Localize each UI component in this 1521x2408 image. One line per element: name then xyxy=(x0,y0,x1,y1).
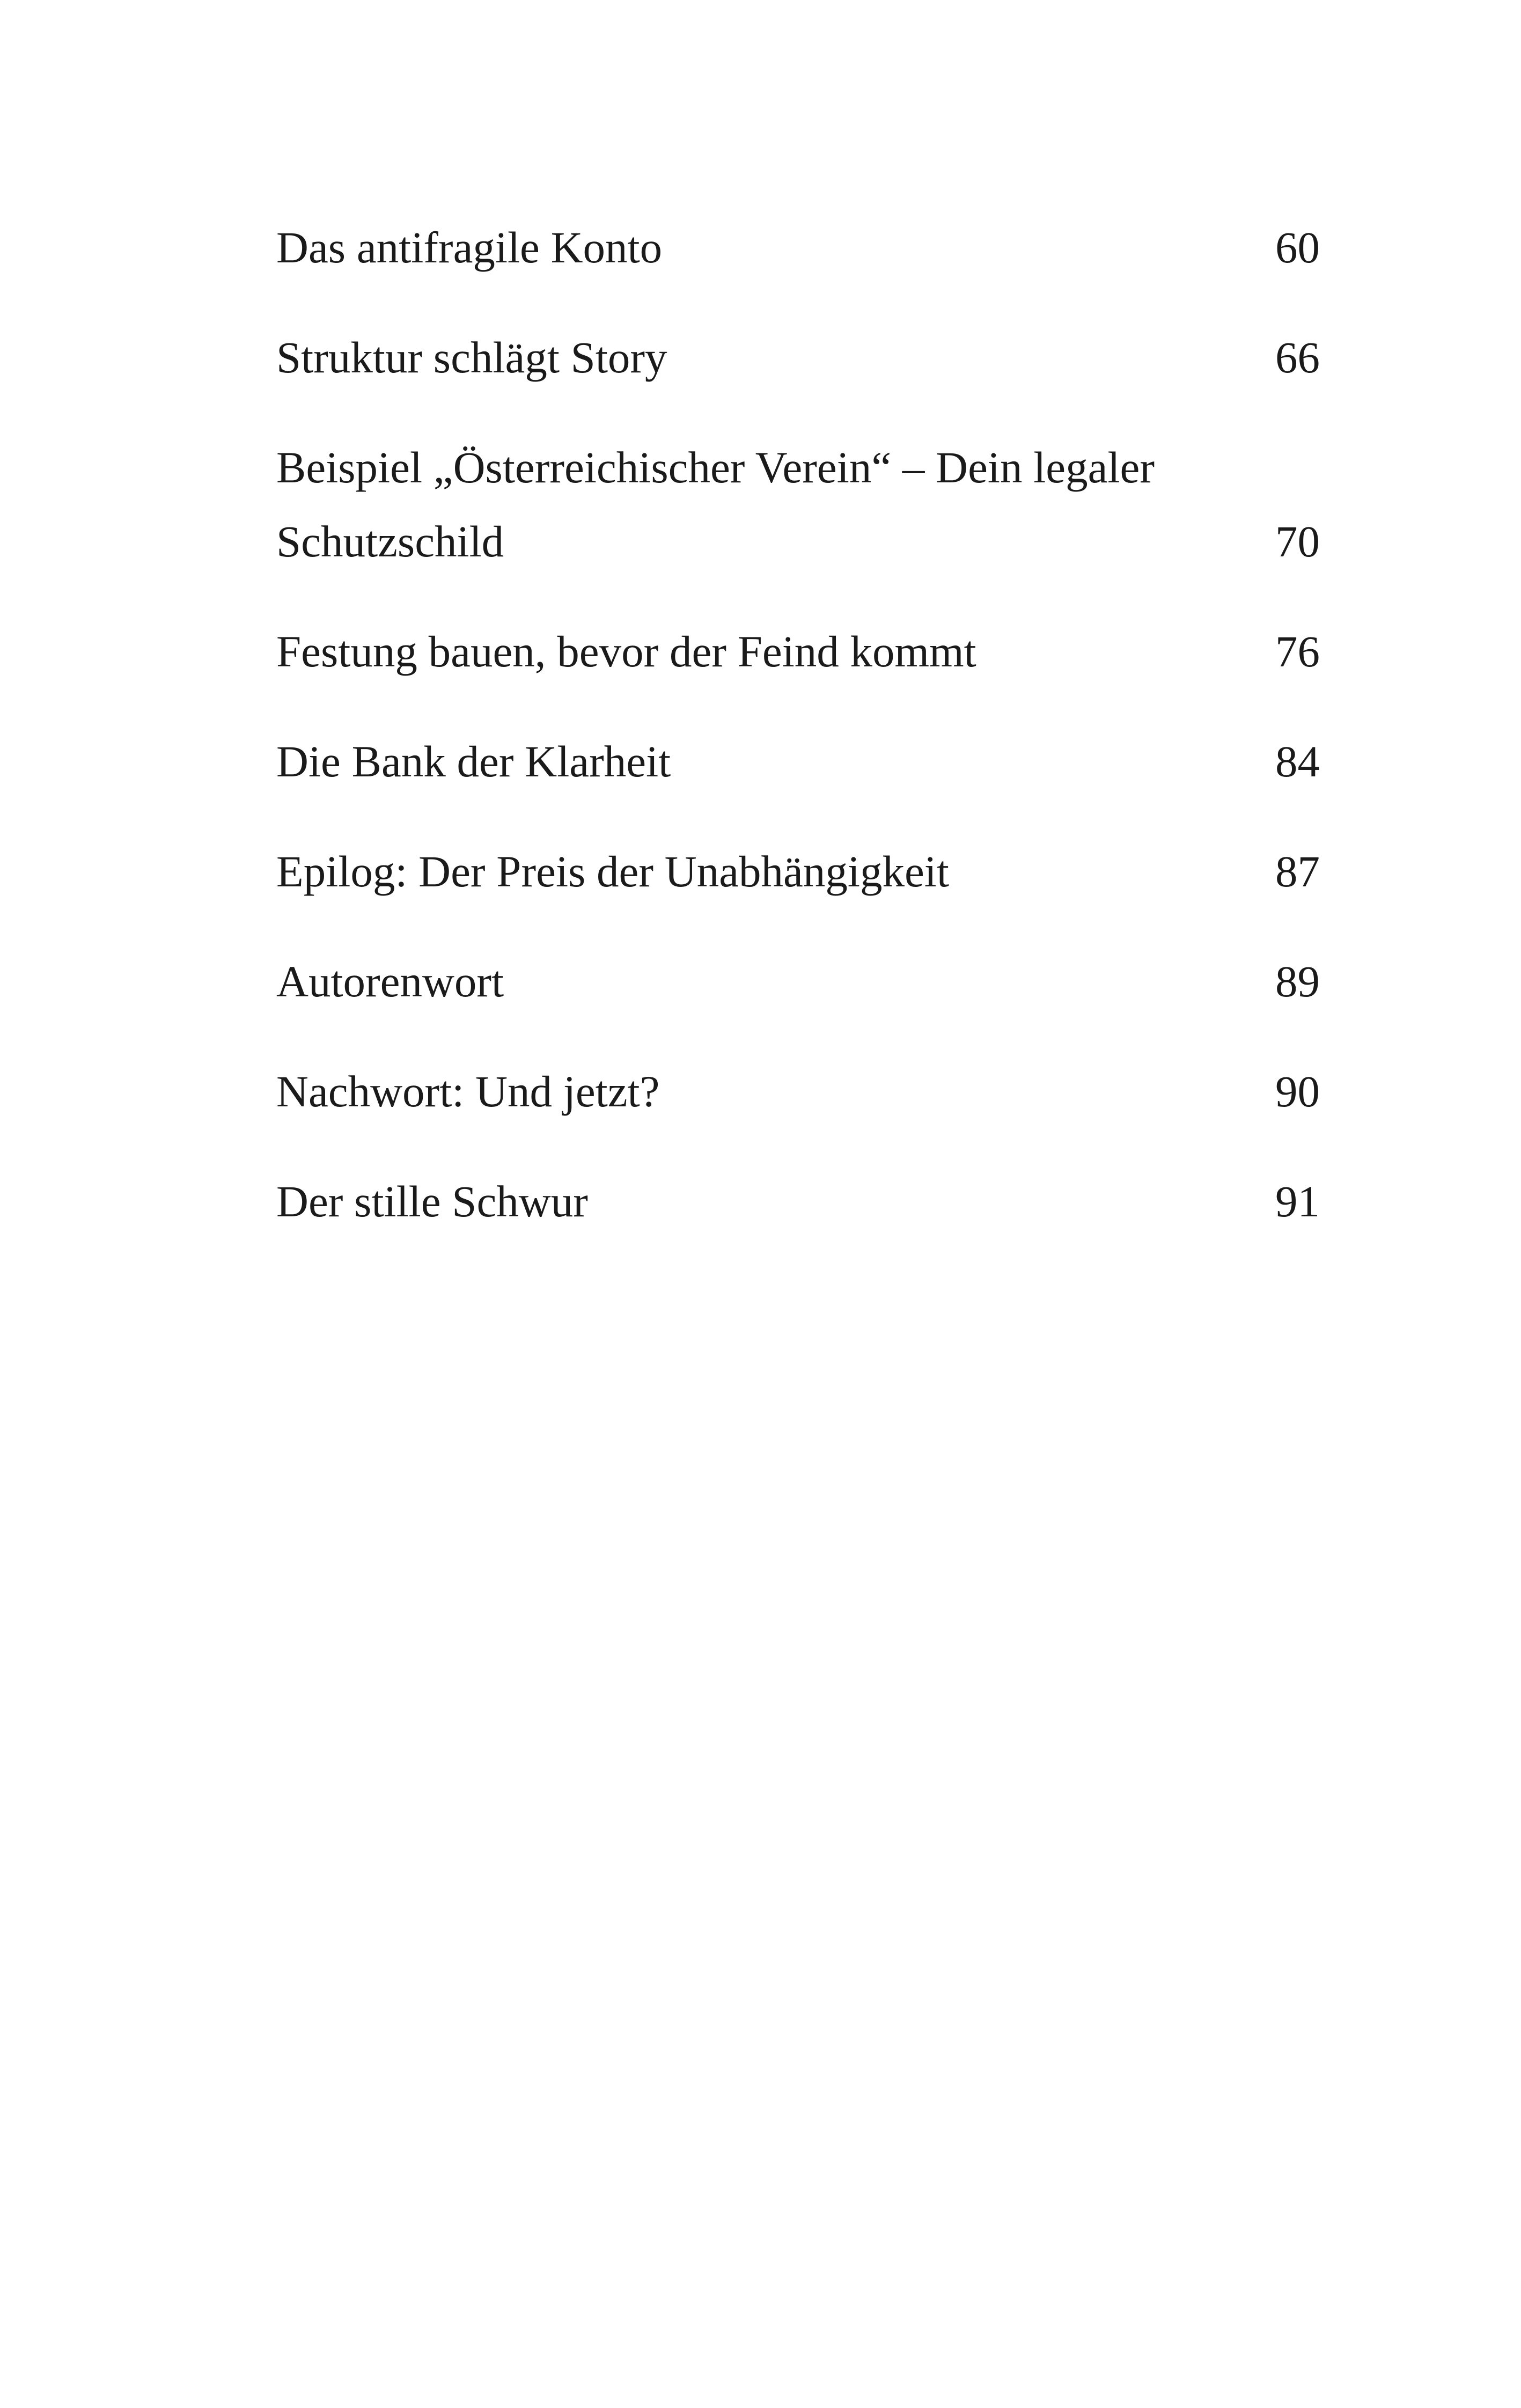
toc-entry xyxy=(276,834,1320,908)
toc-entry xyxy=(276,724,1320,798)
toc-entry-title: Struktur schlägt Story xyxy=(276,333,667,382)
toc-entry xyxy=(276,1164,1320,1238)
toc-entry xyxy=(276,1054,1320,1128)
table-of-contents xyxy=(276,210,1320,1274)
toc-entry-title: Das antifragile Konto xyxy=(276,223,663,272)
toc-entry-title: Die Bank der Klarheit xyxy=(276,737,671,786)
toc-entry-page: 76 xyxy=(1275,627,1320,676)
toc-entry-title: Beispiel „Österreichischer Verein“ – Dein legaler Schutzschild xyxy=(276,443,1155,566)
toc-entry-page: 89 xyxy=(1275,957,1320,1006)
toc-entry-page: 84 xyxy=(1275,737,1320,786)
toc-entry xyxy=(276,430,1320,578)
toc-entry-page: 60 xyxy=(1275,223,1320,272)
toc-entry-title: Festung bauen, bevor der Feind kommt xyxy=(276,627,976,676)
toc-entry-title: Nachwort: Und jetzt? xyxy=(276,1067,660,1116)
toc-entry xyxy=(276,944,1320,1018)
toc-entry-page: 87 xyxy=(1275,847,1320,896)
toc-entry-page: 91 xyxy=(1275,1177,1320,1226)
toc-entry xyxy=(276,614,1320,688)
toc-entry xyxy=(276,210,1320,284)
toc-entry-title: Der stille Schwur xyxy=(276,1177,588,1226)
toc-entry xyxy=(276,320,1320,394)
toc-entry-page: 90 xyxy=(1275,1067,1320,1116)
toc-entry-title: Autorenwort xyxy=(276,957,504,1006)
toc-entry-title: Epilog: Der Preis der Unabhängigkeit xyxy=(276,847,949,896)
toc-entry-page: 66 xyxy=(1275,333,1320,382)
toc-entry-page: 70 xyxy=(1275,517,1320,566)
